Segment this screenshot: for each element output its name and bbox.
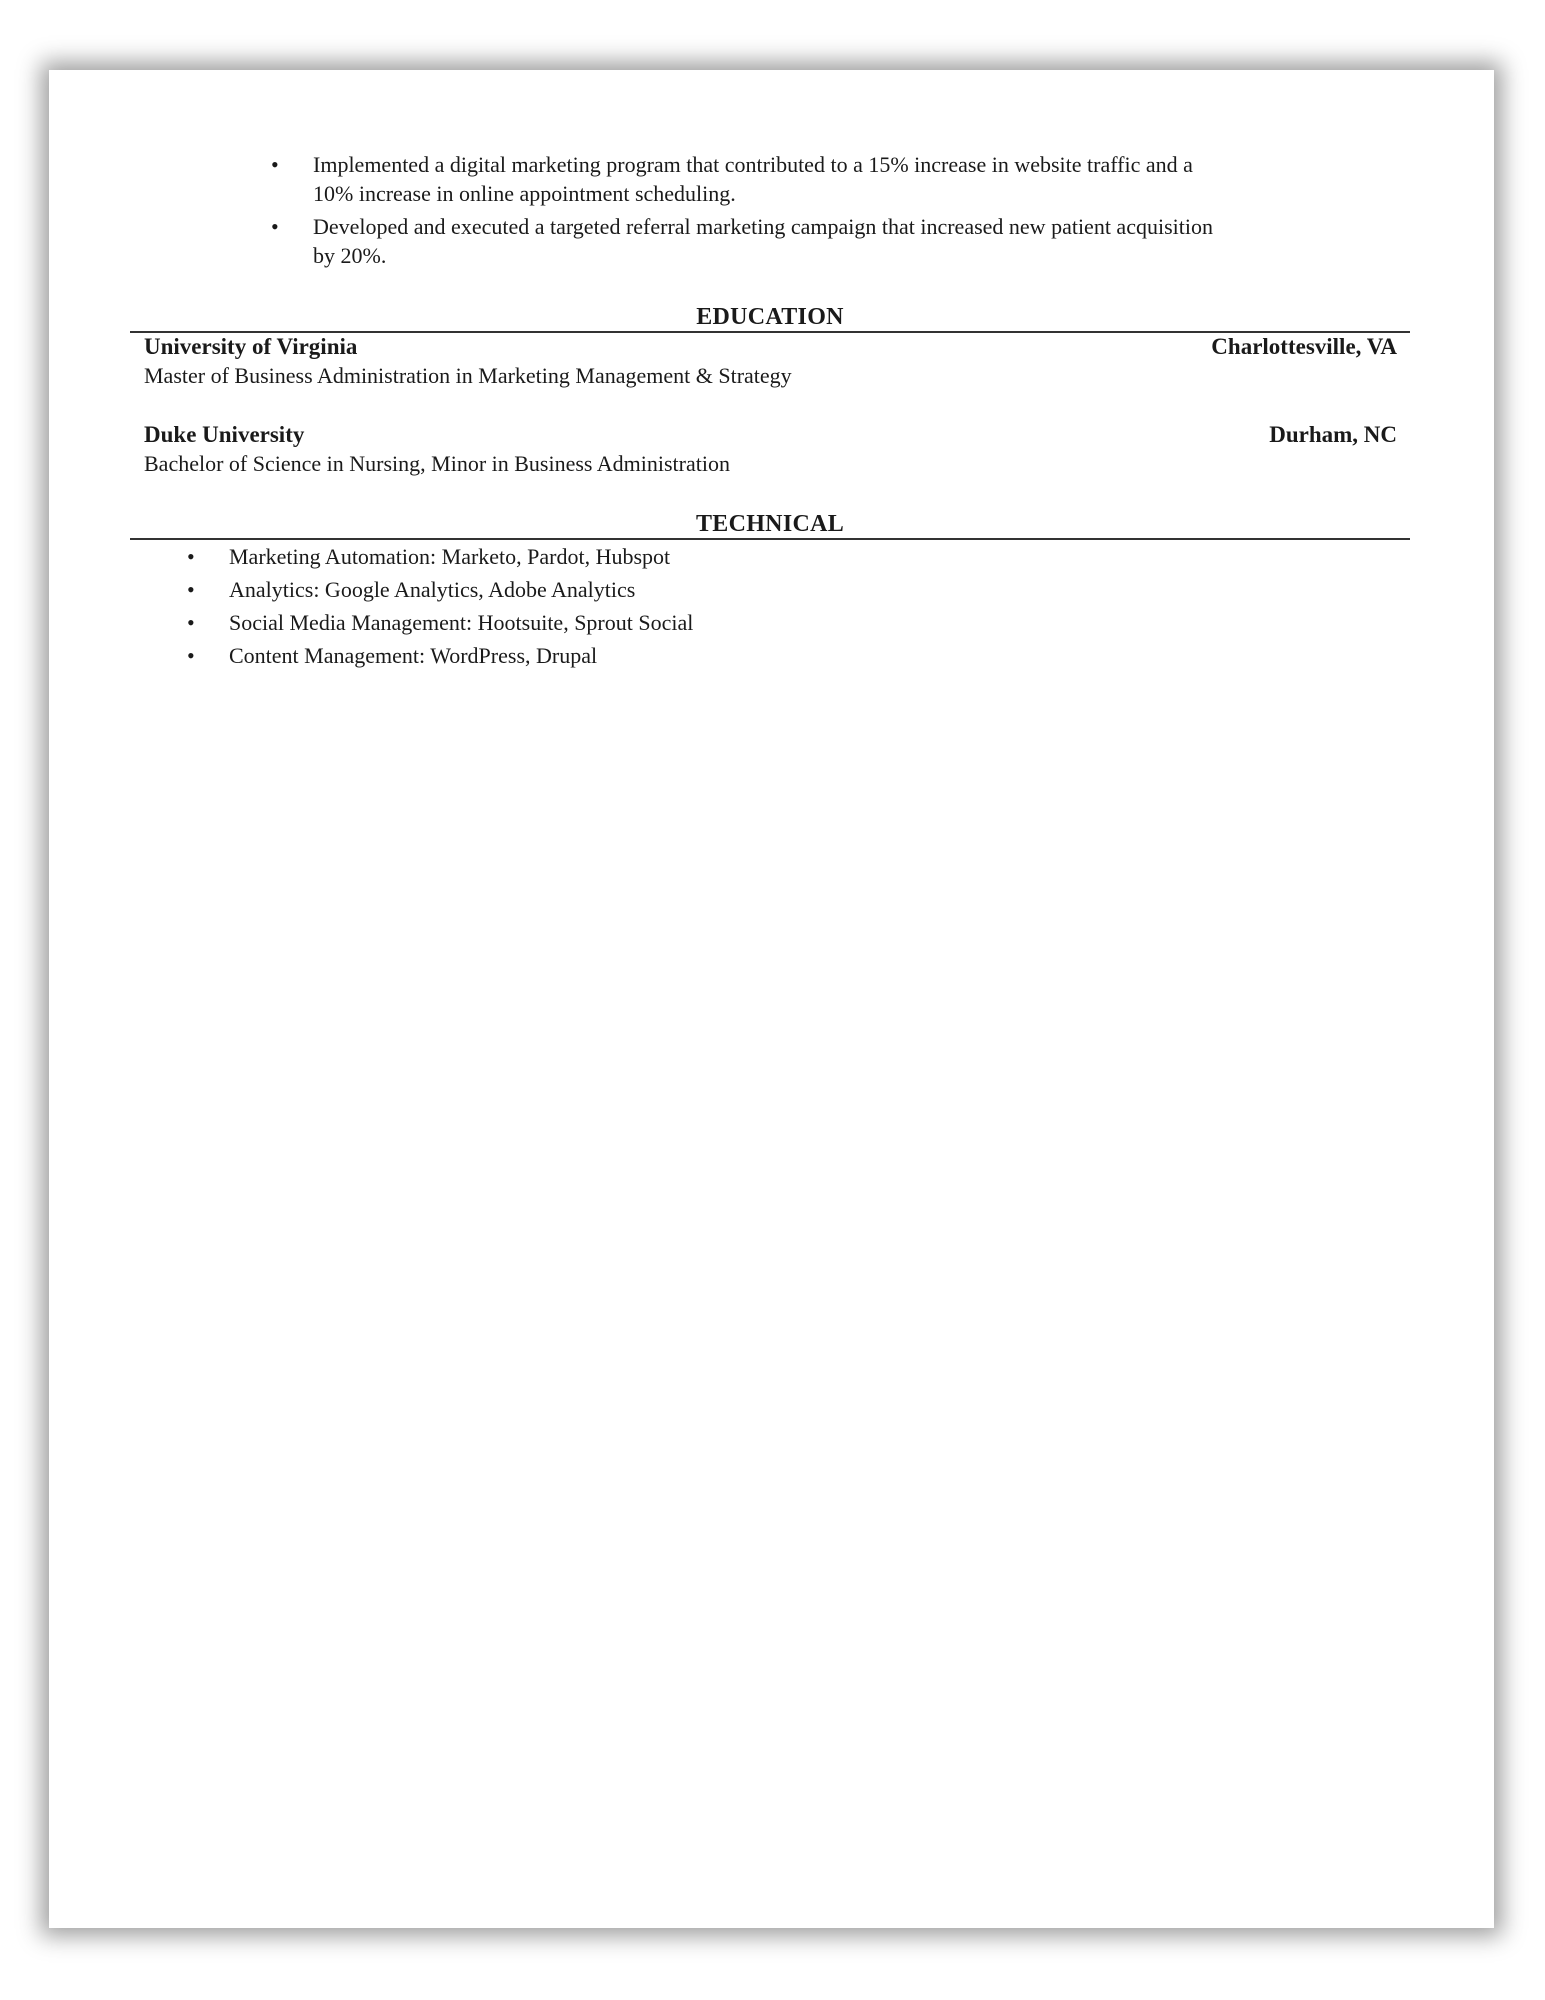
school-location: Charlottesville, VA — [1211, 334, 1397, 359]
education-entry — [144, 420, 1397, 478]
bullet-icon: • — [187, 544, 195, 569]
bullet-icon: • — [187, 643, 195, 668]
technical-skill-item — [187, 540, 693, 573]
skill-text: Marketing Automation: Marketo, Pardot, Hubspot — [229, 544, 671, 569]
technical-skill-item — [187, 606, 694, 639]
technical-skill-item — [187, 639, 693, 672]
skill-text: Content Management: WordPress, Drupal — [229, 643, 598, 668]
technical-skill-list — [187, 540, 694, 672]
school-name: Duke University — [144, 422, 305, 447]
education-entry — [144, 332, 1397, 390]
bullet-text-line: 10% increase in online appointment scheduling. — [313, 181, 736, 206]
bullet-icon: • — [187, 610, 195, 635]
school-name: University of Virginia — [144, 334, 358, 359]
education-heading: EDUCATION — [696, 304, 844, 330]
bullet-text-line: by 20%. — [313, 243, 387, 268]
technical-heading: TECHNICAL — [695, 511, 845, 537]
degree: Bachelor of Science in Nursing, Minor in Business Administration — [144, 451, 730, 476]
resume-page — [49, 70, 1494, 1928]
experience-bullet — [271, 212, 1443, 270]
skill-text: Analytics: Google Analytics, Adobe Analytics — [229, 577, 636, 602]
experience-bullet — [271, 150, 1443, 208]
bullet-text-line: Developed and executed a targeted referral marketing campaign that increased new patient acquisition — [313, 214, 1213, 239]
bullet-icon: • — [271, 152, 279, 177]
school-location: Durham, NC — [1269, 422, 1397, 447]
bullet-icon: • — [271, 214, 279, 239]
skill-text: Social Media Management: Hootsuite, Sprout Social — [229, 610, 694, 635]
technical-skill-item — [187, 573, 693, 606]
degree: Master of Business Administration in Marketing Management & Strategy — [144, 363, 792, 388]
bullet-text-line: Implemented a digital marketing program that contributed to a 15% increase in website traffic and a — [313, 152, 1193, 177]
experience-bullet-list — [271, 150, 1443, 274]
bullet-icon: • — [187, 577, 195, 602]
